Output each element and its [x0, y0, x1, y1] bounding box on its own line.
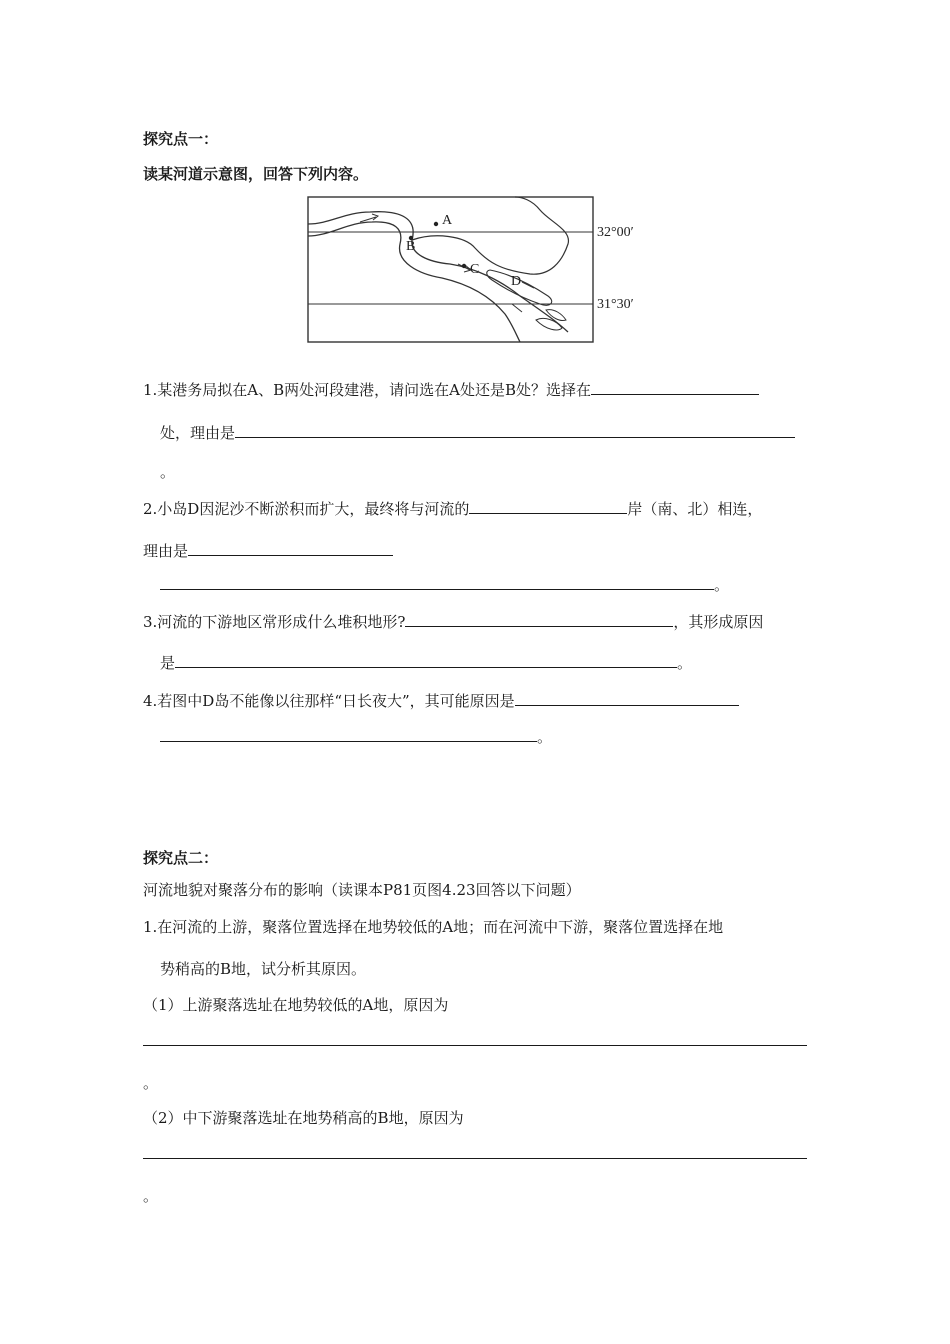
question-1-text: 1.某港务局拟在A、B两处河段建港，请问选在A处还是B处？选择在: [143, 381, 592, 399]
question-4-blank-reason-cont[interactable]: [160, 725, 537, 742]
section2-heading: 探究点二：: [143, 849, 219, 867]
point-a: [434, 222, 438, 226]
flow-arrow: [522, 282, 534, 288]
section2-sub1-answer-line[interactable]: [143, 1045, 807, 1046]
flow-arrow: [512, 304, 522, 312]
question-2-blank-bank[interactable]: [469, 497, 627, 514]
question-2-reason-label: 理由是: [143, 542, 189, 560]
section2-intro: 河流地貌对聚落分布的影响（读课本P81页图4.23回答以下问题）: [143, 881, 581, 899]
question-3-blank-landform[interactable]: [405, 610, 673, 627]
section2-question-1-line1: 1.在河流的上游，聚落位置选择在地势较低的A地；而在河流中下游，聚落位置选择在地: [143, 918, 724, 936]
label-a: A: [442, 213, 453, 228]
question-2-line2: [143, 539, 393, 561]
latitude-label-top: 32°00′: [597, 225, 634, 240]
question-4-blank-reason[interactable]: [515, 689, 739, 706]
label-b: B: [406, 239, 416, 254]
label-d: D: [511, 274, 522, 289]
question-1-blank-choice[interactable]: [591, 378, 759, 395]
section2-sub2: （2）中下游聚落选址在地势稍高的B地，原因为: [143, 1109, 464, 1127]
question-1-end: 。: [160, 463, 176, 481]
question-2-blank-reason[interactable]: [188, 539, 393, 556]
question-1-line2: [160, 421, 795, 443]
question-4-line1: [143, 689, 739, 711]
tributary-bank: [412, 197, 568, 274]
question-1-blank-reason[interactable]: [235, 421, 795, 438]
question-4-end: 。: [537, 728, 553, 746]
latitude-label-bottom: 31°30′: [597, 297, 634, 312]
question-3-line2: [160, 651, 692, 673]
section2-question-1-line2: 势稍高的B地，试分析其原因。: [160, 960, 367, 978]
question-2-line1: [143, 497, 762, 519]
question-2-end: 。: [714, 576, 730, 594]
question-3-cause-label: 是: [160, 654, 176, 672]
section2-sub2-end: 。: [143, 1187, 159, 1205]
section2-sub1-end: 。: [143, 1074, 159, 1092]
question-3-text-b: ，其形成原因: [673, 613, 764, 631]
section1-heading: 探究点一：: [143, 130, 219, 148]
question-2-text: 2.小岛D因泥沙不断淤积而扩大，最终将与河流的: [143, 500, 470, 518]
section2-sub2-answer-line[interactable]: [143, 1158, 807, 1159]
question-3-blank-cause[interactable]: [175, 651, 677, 668]
question-3-text: 3.河流的下游地区常形成什么堆积地形?: [143, 613, 406, 631]
question-2-blank-reason-cont[interactable]: [160, 573, 714, 590]
section1-intro: 读某河道示意图，回答下列内容。: [143, 165, 369, 183]
point-c: [462, 264, 466, 268]
question-2-line3: [160, 573, 729, 595]
river-north-bank: [308, 212, 568, 332]
question-1-line1: [143, 378, 759, 400]
question-3-line1: [143, 610, 763, 632]
question-4-text: 4.若图中D岛不能像以往那样“日长夜大”，其可能原因是: [143, 692, 515, 710]
question-1-reason-label: 处，理由是: [160, 424, 236, 442]
river-diagram: [300, 192, 660, 350]
label-c: C: [470, 262, 480, 277]
section2-sub1: （1）上游聚落选址在地势较低的A地，原因为: [143, 996, 449, 1014]
question-4-line2: [160, 725, 552, 747]
question-3-end: 。: [677, 654, 693, 672]
question-2-text-b: 岸（南、北）相连，: [627, 500, 763, 518]
